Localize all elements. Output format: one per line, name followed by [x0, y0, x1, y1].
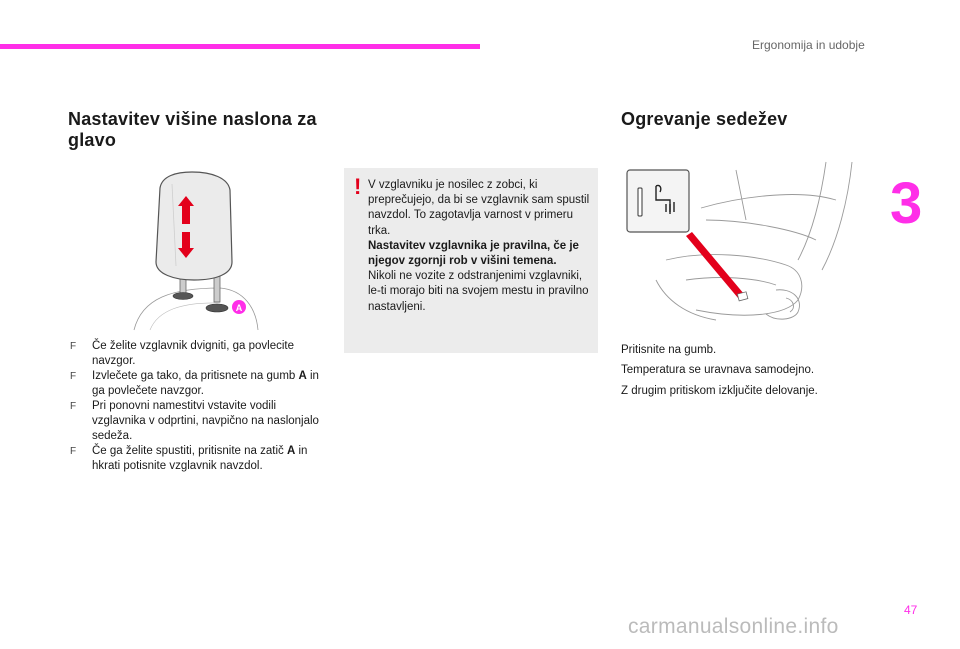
warning-bold-text: Nastavitev vzglavnika je pravilna, če je njegov zgornji rob v višini temena. — [368, 239, 579, 268]
accent-bar — [0, 44, 480, 49]
list-item: F Pri ponovni namestitvi vstavite vodili vzglavnika v odprtini, navpično na naslonjalo sedeža. — [70, 400, 319, 442]
watermark: carmanualsonline.info — [628, 615, 839, 638]
list-item: F Če želite vzglavnik dvigniti, ga povlecite navzgor. — [70, 340, 294, 367]
bullet-marker: F — [70, 341, 77, 352]
headrest-illustration — [132, 170, 262, 332]
list-item: F Če ga želite spustiti, pritisnite na zatič A in hkrati potisnite vzglavnik navzdol. — [70, 445, 308, 472]
bullet-marker: F — [70, 446, 77, 457]
list-item: F Izvlečete ga tako, da pritisnete na gumb A in ga povlečete navzgor. — [70, 370, 319, 397]
chapter-number: 3 — [890, 171, 923, 236]
section-title-seat-heating: Ogrevanje sedežev — [621, 109, 788, 129]
bullet-marker: F — [70, 371, 77, 382]
page-number: 47 — [904, 603, 918, 617]
figure-label-a: A — [235, 303, 243, 313]
seat-heating-illustration — [626, 160, 866, 330]
warning-text-2: Nikoli ne vozite z odstranjenimi vzglavniki, le-ti morajo biti na svojem mestu in pravilno nastavljeni. — [368, 270, 589, 313]
seat-heating-step-2: Temperatura se uravnava samodejno. — [621, 364, 815, 376]
seat-heating-step-3: Z drugim pritiskom izključite delovanje. — [621, 385, 818, 397]
instruction-list — [68, 339, 330, 474]
warning-icon: ! — [354, 174, 362, 199]
chapter-title: Ergonomija in udobje — [752, 38, 865, 52]
warning-box — [344, 168, 598, 353]
section-title-headrest: Nastavitev višine naslona za glavo — [68, 109, 317, 150]
warning-text: V vzglavniku je nosilec z zobci, ki preprečujejo, da bi se vzglavnik sam spustil navzdol. To zagotavlja varnost v primeru trka. — [368, 179, 590, 237]
bullet-marker: F — [70, 401, 77, 412]
seat-heating-step-1: Pritisnite na gumb. — [621, 344, 717, 356]
